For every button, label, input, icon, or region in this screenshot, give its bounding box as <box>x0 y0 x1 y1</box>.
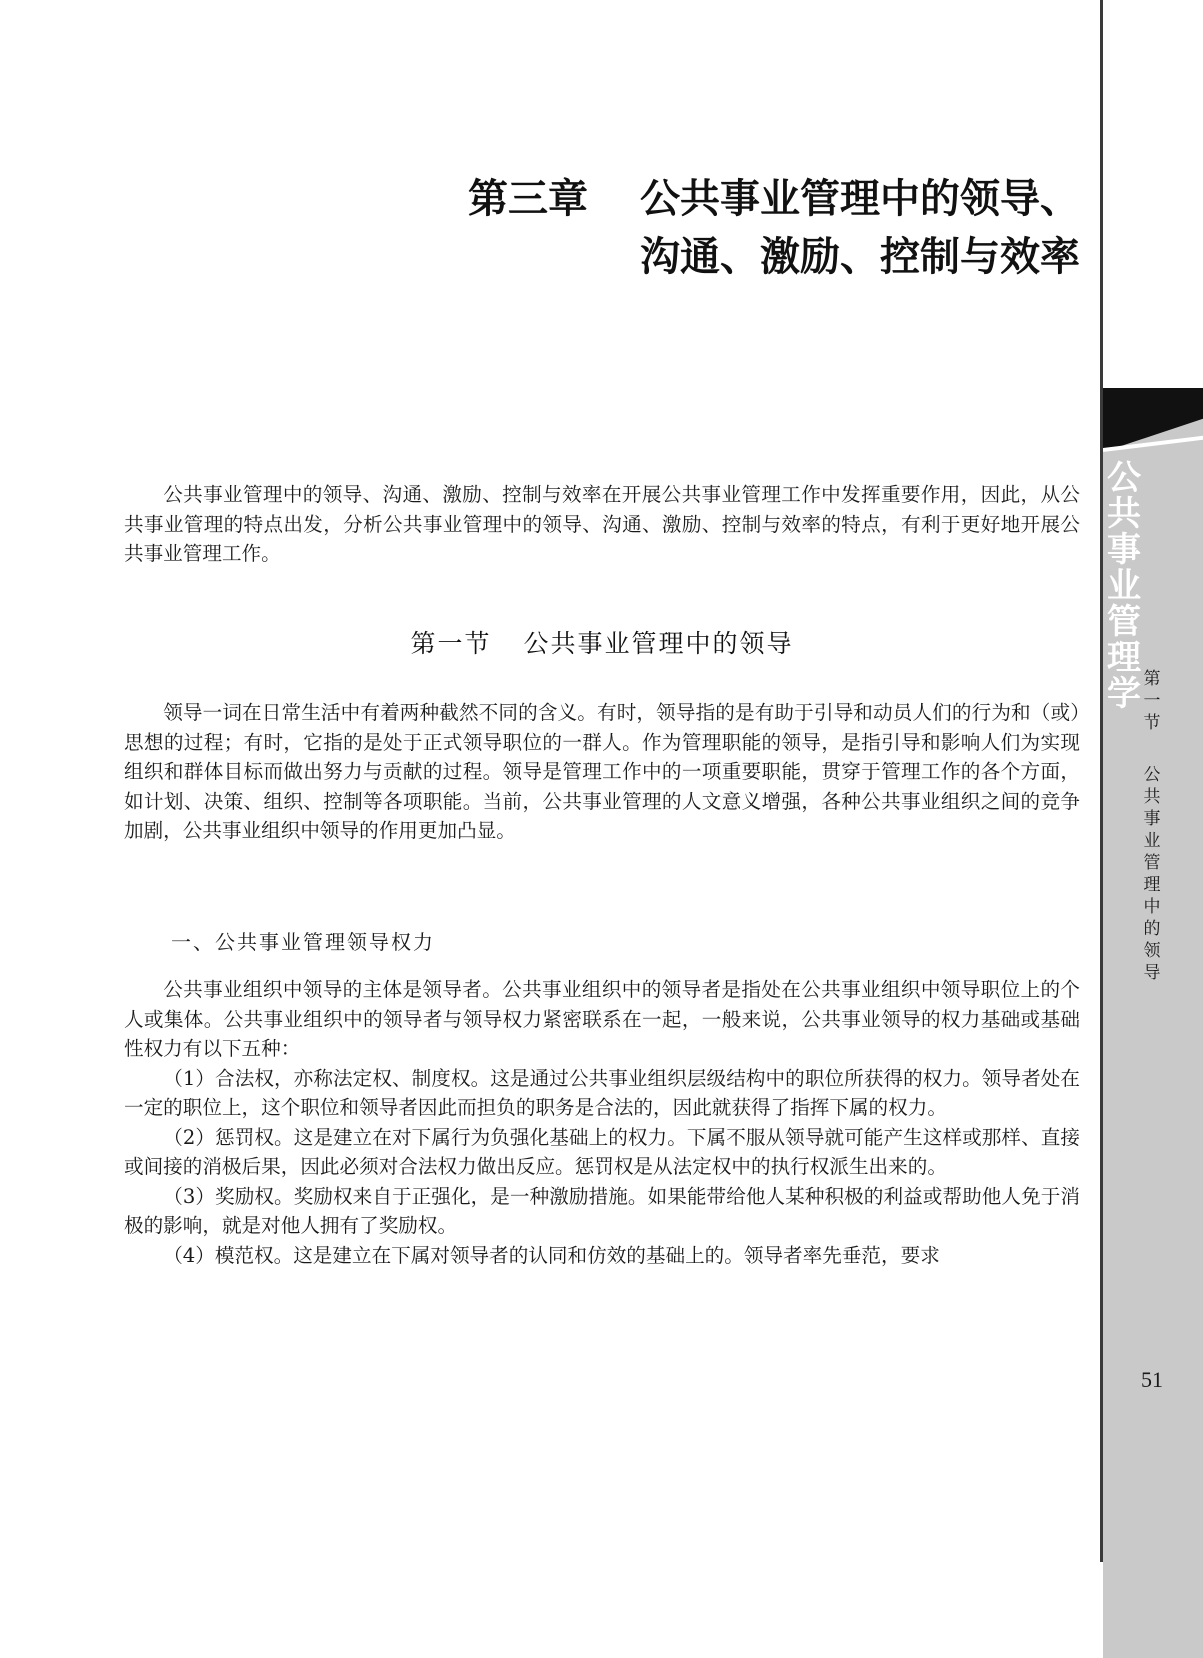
subsection-body <box>124 975 1080 1270</box>
paragraph-legitimate-power: （1）合法权，亦称法定权、制度权。这是通过公共事业组织层级结构中的职位所获得的权力。领导者处在一定的职位上，这个职位和领导者因此而担负的职务是合法的，因此就获得了指挥下属的权力。 <box>124 1066 1080 1119</box>
chapter-title-line-1 <box>300 170 1080 228</box>
paragraph-coercive-power: （2）惩罚权。这是建立在对下属行为负强化基础上的权力。下属不服从领导就可能产生这样或那样、直接或间接的消极后果，因此必须对合法权力做出反应。惩罚权是从法定权中的执行权派生出来的。 <box>124 1125 1080 1178</box>
section-title-text: 公共事业管理中的领导 <box>523 629 794 658</box>
side-section-label <box>1140 668 1164 984</box>
side-section-number: 第一节 <box>1143 669 1161 733</box>
subsection-heading: 一、公共事业管理领导权力 <box>171 930 435 954</box>
chapter-intro <box>124 480 1080 569</box>
chapter-title-line-2: 沟通、激励、控制与效率 <box>640 233 1080 280</box>
paragraph-reward-power: （3）奖励权。奖励权来自于正强化，是一种激励措施。如果能带给他人某种积极的利益或帮助他人免于消极的影响，就是对他人拥有了奖励权。 <box>124 1184 1080 1237</box>
section-title <box>124 624 1080 660</box>
chapter-title-text-1: 公共事业管理中的领导、 <box>640 175 1080 222</box>
intro-paragraph: 公共事业管理中的领导、沟通、激励、控制与效率在开展公共事业管理工作中发挥重要作用，因此，从公共事业管理的特点出发，分析公共事业管理中的领导、沟通、激励、控制与效率的特点，有利于更好地开展公共事业管理工作。 <box>124 483 1080 565</box>
section-body <box>124 698 1080 846</box>
section-paragraph: 领导一词在日常生活中有着两种截然不同的含义。有时，领导指的是有助于引导和动员人们的行为和（或）思想的过程；有时，它指的是处于正式领导职位的一群人。作为管理职能的领导，是指引导和影响人们为实现组织和群体目标而做出努力与贡献的过程。领导是管理工作中的一项重要职能，贯穿于管理工作的各个方面，如计划、决策、组织、控制等各项职能。当前，公共事业管理的人文意义增强，各种公共事业组织之间的竞争加剧，公共事业组织中领导的作用更加凸显。 <box>124 701 1080 842</box>
side-section-gap <box>1140 734 1164 764</box>
chapter-title <box>300 170 1080 286</box>
side-book-title: 公共事业管理学 <box>1107 458 1141 714</box>
paragraph-leadership-subject: 公共事业组织中领导的主体是领导者。公共事业组织中的领导者是指处在公共事业组织中领导职位上的个人或集体。公共事业组织中的领导者与领导权力紧密联系在一起，一般来说，公共事业领导的权力基础或基础性权力有以下五种： <box>124 978 1080 1060</box>
page-number: 51 <box>1141 1367 1163 1392</box>
chapter-number: 第三章 <box>468 175 588 222</box>
section-number: 第一节 <box>410 629 492 658</box>
paragraph-referent-power: （4）模范权。这是建立在下属对领导者的认同和仿效的基础上的。领导者率先垂范，要求 <box>163 1243 940 1267</box>
side-section-title: 公共事业管理中的领导 <box>1143 765 1161 983</box>
